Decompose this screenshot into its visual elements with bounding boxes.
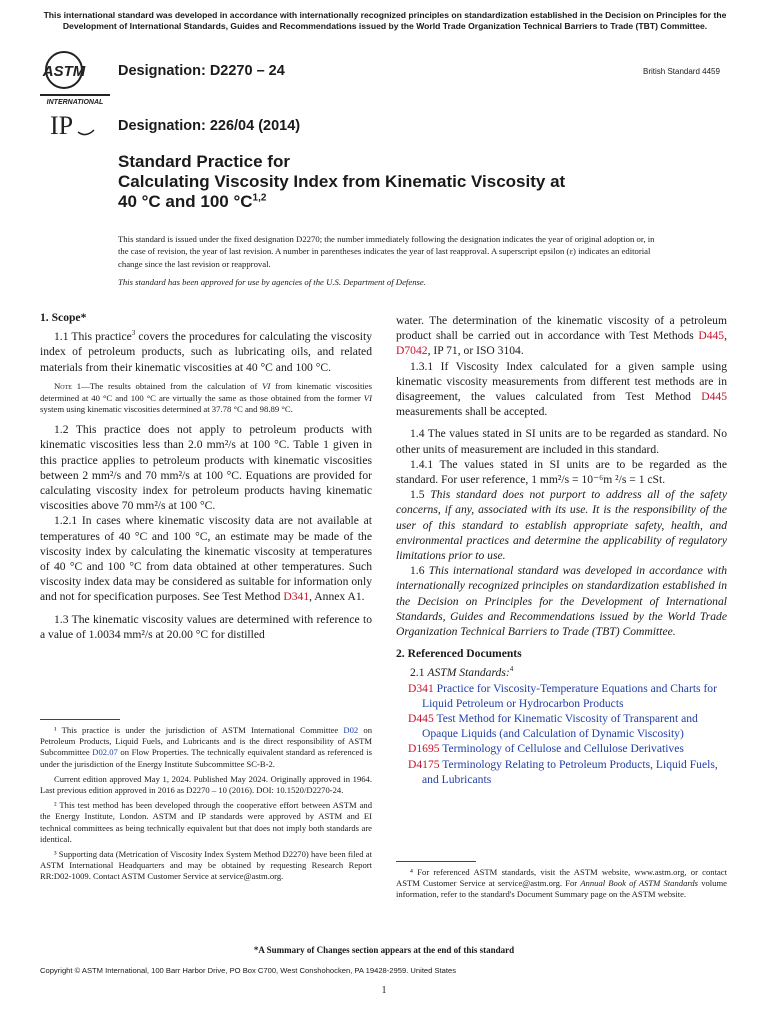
paragraph-1-4: 1.4 The values stated in SI units are to be regarded as standard. No other units of measurement are included in this standard. <box>396 427 727 456</box>
paragraph-1-3-1: 1.3.1 If Viscosity Index calculated for a given sample using kinematic viscosity measurements from different test methods are in disagreement, the values calculated from Test Method D445 measurements shall be accepted. <box>396 359 727 419</box>
ref-link-d445-b[interactable]: D445 <box>701 390 727 404</box>
ref-item-d445[interactable]: D445 Test Method for Kinematic Viscosity of Transparent and Opaque Liquids (and Calculation of Dynamic Viscosity) <box>408 712 698 741</box>
footnote-1-edition: Current edition approved May 1, 2024. Published May 2024. Originally approved in 1964. Last previous edition approved in 2016 as D2270 – 10 (2016). DOI: 10.1520/D2270-24. <box>40 773 372 796</box>
referenced-standards-list <box>396 681 727 787</box>
note-1: Note 1—The results obtained from the calculation of VI from kinematic viscosities determined at 40 °C and 100 °C are virtually the same as those obtained from the former VI system using kinematic viscosities determined at 37.78 °C and 98.89 °C. <box>40 380 373 415</box>
left-column <box>40 310 372 642</box>
astm-standards-label: 2.1 ASTM Standards:$^4$ <box>410 665 514 680</box>
astm-logo-text: ASTM <box>42 63 86 80</box>
paragraph-1-3-cont: water. The determination of the kinematic viscosity of a petroleum product shall be carried out in accordance with Test Methods D445, D7042, IP 71, or ISO 3104. <box>396 314 727 358</box>
astm-logo-subtext: INTERNATIONAL <box>46 99 104 106</box>
ref-link-d341[interactable]: D341 <box>283 590 310 604</box>
summary-of-changes-note: *A Summary of Changes section appears at the end of this standard <box>253 945 515 955</box>
footnote-3: ³ Supporting data (Metrication of Viscosity Index System Method D2270) have been filed at ASTM International Headquarters and may be obtained by requesting Research Report RR:D02-1009. Contact ASTM Customer Service at service@astm.org. <box>40 849 372 882</box>
ip-logo-text: IP <box>50 111 74 140</box>
right-column <box>396 313 727 787</box>
designation-secondary: Designation: 226/04 (2014) <box>118 118 301 134</box>
ref-item-d1695[interactable]: D1695 Terminology of Cellulose and Cellulose Derivatives <box>408 742 684 756</box>
british-standard-label: British Standard 4459 <box>643 67 720 76</box>
paragraph-1-1: 1.1 This practice$^3$ covers the procedures for calculating the viscosity index of petroleum products, such as lubricating oils, and related materials from their kinematic viscosities at 40 °C and 100 °C. <box>40 329 373 374</box>
page-number: 1 <box>381 985 387 996</box>
dod-approval-note: This standard has been approved for use by agencies of the U.S. Department of Defense. <box>118 277 426 288</box>
title-line-3: 40 °C and 100 $^\circ C^{1,2}$ <box>118 192 267 211</box>
scope-heading: 1. Scope* <box>40 311 87 324</box>
title-line-1: Standard Practice for <box>118 152 290 171</box>
designation-primary: Designation: D2270 – 24 <box>118 63 285 79</box>
astm-logo <box>40 48 110 106</box>
issuance-statement <box>118 233 658 289</box>
paragraph-1-2-1: 1.2.1 In cases where kinematic viscosity data are not available at temperatures of 40 °C and 100 °C, an estimate may be made of the viscosity index by calculating the kinematic viscosity at temperatures of 40 °C and 100 °C from data obtained at other temperatures. Such viscosity index data may be considered as suitable for information only and not for specification purposes. See Test Method D341, Annex A1. <box>40 514 372 604</box>
ip-logo <box>48 110 96 140</box>
footnote-rule-left <box>40 719 120 720</box>
paragraph-1-6: 1.6 This international standard was developed in accordance with internationally recognized principles on standardization established in the Decision on Principles for the Development of International Standards, Guides and Recommendations issued by the World Trade Organization Technical Barriers to Trade (TBT) Committee. <box>396 564 727 639</box>
copyright-line: Copyright © ASTM International, 100 Barr Harbor Drive, PO Box C700, West Conshohocken, PA 19428-2959. United States <box>40 966 457 975</box>
issuance-paragraph: This standard is issued under the fixed designation D2270; the number immediately following the designation indicates the year of original adoption or, in the case of revision, the year of last revision. A number in parentheses indicates the year of last reapproval. A superscript epsilon (ε) indicates an editorial change since the last revision or reapproval. <box>118 234 655 269</box>
ref-link-d445[interactable]: D445 <box>698 329 725 343</box>
referenced-documents-heading: 2. Referenced Documents <box>396 647 522 661</box>
paragraph-1-5: 1.5 This standard does not purport to address all of the safety concerns, if any, associated with its use. It is the responsibility of the user of this standard to establish appropriate safety, health, and environmental practices and determine the applicability of regulatory limitations prior to use. <box>396 488 727 563</box>
title-line-2: Calculating Viscosity Index from Kinematic Viscosity at <box>118 172 566 191</box>
paragraph-1-4-1: 1.4.1 The values stated in SI units are to be regarded as the standard. For user reference, 1 mm²/s = 10⁻⁶m ²/s = 1 cSt. <box>396 457 727 487</box>
paragraph-1-2: 1.2 This practice does not apply to petroleum products with kinematic viscosities less than 2.0 mm²/s at 100 °C. Table 1 given in this practice applies to petroleum products with kinematic viscosities between 2 mm²/s and 70 mm²/s at 100 °C. Equations are provided for calculating viscosity index for petroleum products having kinematic viscosities above 70 mm²/s at 100 °C. <box>40 423 372 513</box>
footnotes-left <box>40 725 372 883</box>
paragraph-1-3: 1.3 The kinematic viscosity values are determined with reference to a value of 1.0034 mm²/s at 20.00 °C for distilled <box>40 612 372 641</box>
top-notice: This international standard was developed in accordance with internationally recognized principles on standardization established in the Decision on Principles for the Development of International Standards, Guides and Recommendations issued by the World Trade Organization Technical Barriers to Trade (TBT) Committee. <box>43 10 727 31</box>
ref-link-d7042[interactable]: D7042 <box>396 344 428 358</box>
ref-item-d4175[interactable]: D4175 Terminology Relating to Petroleum Products, Liquid Fuels, and Lubricants <box>408 757 718 786</box>
footnote-4: ⁴ For referenced ASTM standards, visit the ASTM website, www.astm.org, or contact ASTM Customer Service at service@astm.org. For Annual Book of ASTM Standards volume information, refer to the standard's Document Summary page on the ASTM website. <box>396 867 727 900</box>
subcommittee-link-d0207[interactable]: D02.07 <box>92 747 118 758</box>
ref-item-d341[interactable]: D341 Practice for Viscosity-Temperature Equations and Charts for Liquid Petroleum or Hydrocarbon Products <box>408 681 717 710</box>
document-title <box>118 152 738 212</box>
footnote-1: ¹ This practice is under the jurisdiction of ASTM International Committee D02 on Petroleum Products, Liquid Fuels, and Lubricants and is the direct responsibility of ASTM Subcommittee D02.07 on Flow Properties. The technically equivalent standard as referenced is under the jurisdiction of the Energy Institute Subcommittee SC-B-2. <box>40 725 373 769</box>
footnote-2: ² This test method has been developed through the cooperative effort between ASTM and the Energy Institute, London. ASTM and IP standards were approved by ASTM and EI technical committees as being technically equivalent but that does not imply both standards are identical. <box>40 800 372 844</box>
title-footnote-marker: 1,2 <box>252 192 267 204</box>
footnote-rule-right <box>396 861 476 862</box>
footnotes-right <box>396 867 727 901</box>
committee-link-d02[interactable]: D02 <box>343 725 359 735</box>
